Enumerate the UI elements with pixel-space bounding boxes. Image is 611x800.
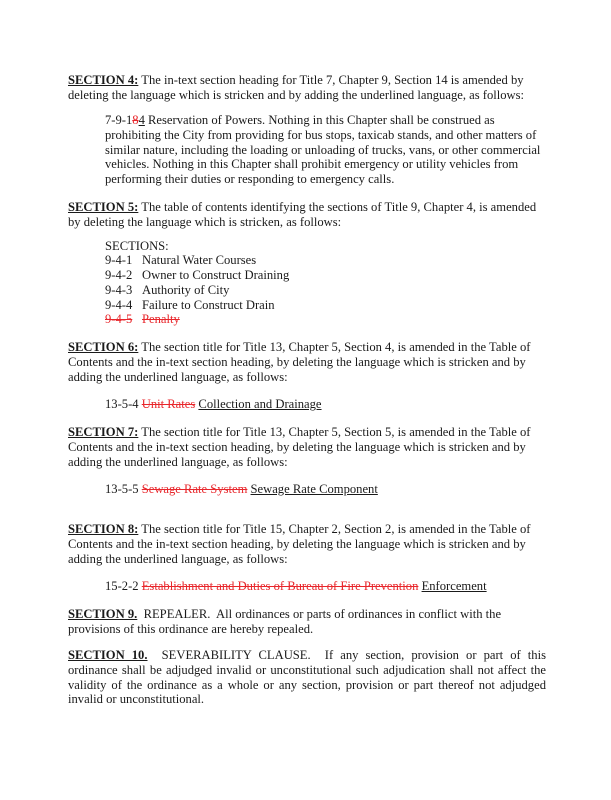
toc-item [105, 298, 546, 313]
added-text: Sewage Rate Component [250, 482, 378, 496]
section-heading: SECTION 8: [68, 522, 139, 536]
toc-item [105, 268, 546, 283]
section-heading: SECTION 4: [68, 73, 139, 87]
toc-title: Failure to Construct Drain [142, 297, 275, 312]
toc-title: Authority of City [142, 282, 230, 297]
added-text: Collection and Drainage [198, 397, 322, 411]
section-8-amendment [105, 579, 546, 594]
section-heading: SECTION 6: [68, 340, 139, 354]
code-number: 13-5-4 [105, 397, 142, 411]
section-heading: SECTION 7: [68, 425, 139, 439]
section-heading: SECTION 9. [68, 607, 138, 621]
toc-title: Owner to Construct Draining [142, 268, 290, 283]
section-5-intro [68, 200, 546, 230]
section-10 [68, 648, 550, 707]
toc-item [105, 283, 546, 298]
code-number: 7-9-1 [105, 113, 133, 127]
deleted-text: Sewage Rate System [141, 482, 248, 496]
section-8-intro [68, 522, 546, 566]
section-9 [68, 607, 546, 637]
toc-number: 9-4-4 [105, 297, 133, 312]
added-text: Enforcement [421, 579, 487, 593]
deleted-text: 8 [132, 113, 139, 127]
section-heading: SECTION 5: [68, 200, 139, 214]
section-text: The section title for Title 13, Chapter 5, Section 4, is amended in the Table of Contents and the in-text section heading, by deleting the language which is stricken and by adding the underlined language, as follows: [68, 340, 531, 384]
section-7-intro [68, 425, 546, 469]
deleted-text: Establishment and Duties of Bureau of Fire Prevention [141, 579, 419, 593]
deleted-text: Unit Rates [141, 397, 196, 411]
section-text: The in-text section heading for Title 7, Chapter 9, Section 14 is amended by deleting the language which is stricken and by adding the underlined language, as follows: [68, 73, 525, 102]
section-text: The section title for Title 13, Chapter 5, Section 5, is amended in the Table of Contents and the in-text section heading, by deleting the language which is stricken and by adding the underlined language, as follows: [68, 425, 531, 469]
toc-number: 9-4-2 [105, 268, 133, 283]
section-text: The section title for Title 15, Chapter 2, Section 2, is amended in the Table of Contents and the in-text section heading, by deleting the language which is stricken and by adding the underlined language, as follows: [68, 522, 531, 566]
section-6-intro [68, 340, 546, 384]
section-text: The table of contents identifying the sections of Title 9, Chapter 4, is amended by deleting the language which is stricken, as follows: [68, 200, 537, 229]
toc-number: 9-4-1 [105, 253, 133, 268]
toc-item [105, 312, 546, 327]
toc-title: Natural Water Courses [142, 253, 257, 268]
toc-number: 9-4-3 [105, 282, 133, 297]
section-text: REPEALER. All ordinances or parts of ordinances in conflict with the provisions of this ordinance are hereby repealed. [68, 607, 505, 636]
amended-body: Reservation of Powers. Nothing in this Chapter shall be construed as prohibiting the City from providing for bus stops, taxicab stands, and other matters of similar nature, including the loading or unloading of trucks, vans, or other commercial vehicles. Nothing in this Chapter shall prohibit emergency or utility vehicles from performing their duties or responding to emergency calls. [105, 113, 541, 187]
section-5-list [105, 239, 546, 327]
section-4-amended-text [105, 113, 546, 187]
section-7-amendment [105, 482, 546, 497]
toc-item [105, 253, 546, 268]
added-text: 4 [138, 113, 145, 127]
toc-number: 9-4-5 [105, 312, 133, 327]
list-title: SECTIONS: [105, 239, 169, 253]
section-6-amendment [105, 397, 546, 412]
toc-title: Penalty [142, 312, 180, 327]
code-number: 13-5-5 [105, 482, 142, 496]
section-heading: SECTION 10. [68, 648, 148, 662]
section-4-intro [68, 73, 546, 103]
section-text: SEVERABILITY CLAUSE. If any section, provision or part of this ordinance shall be adjudged invalid or unconstitutional such adjudication shall not affect the validity of the ordinance as a whole or any section, provision or part thereof not adjudged invalid or unconstitutional. [68, 648, 550, 707]
code-number: 15-2-2 [105, 579, 142, 593]
